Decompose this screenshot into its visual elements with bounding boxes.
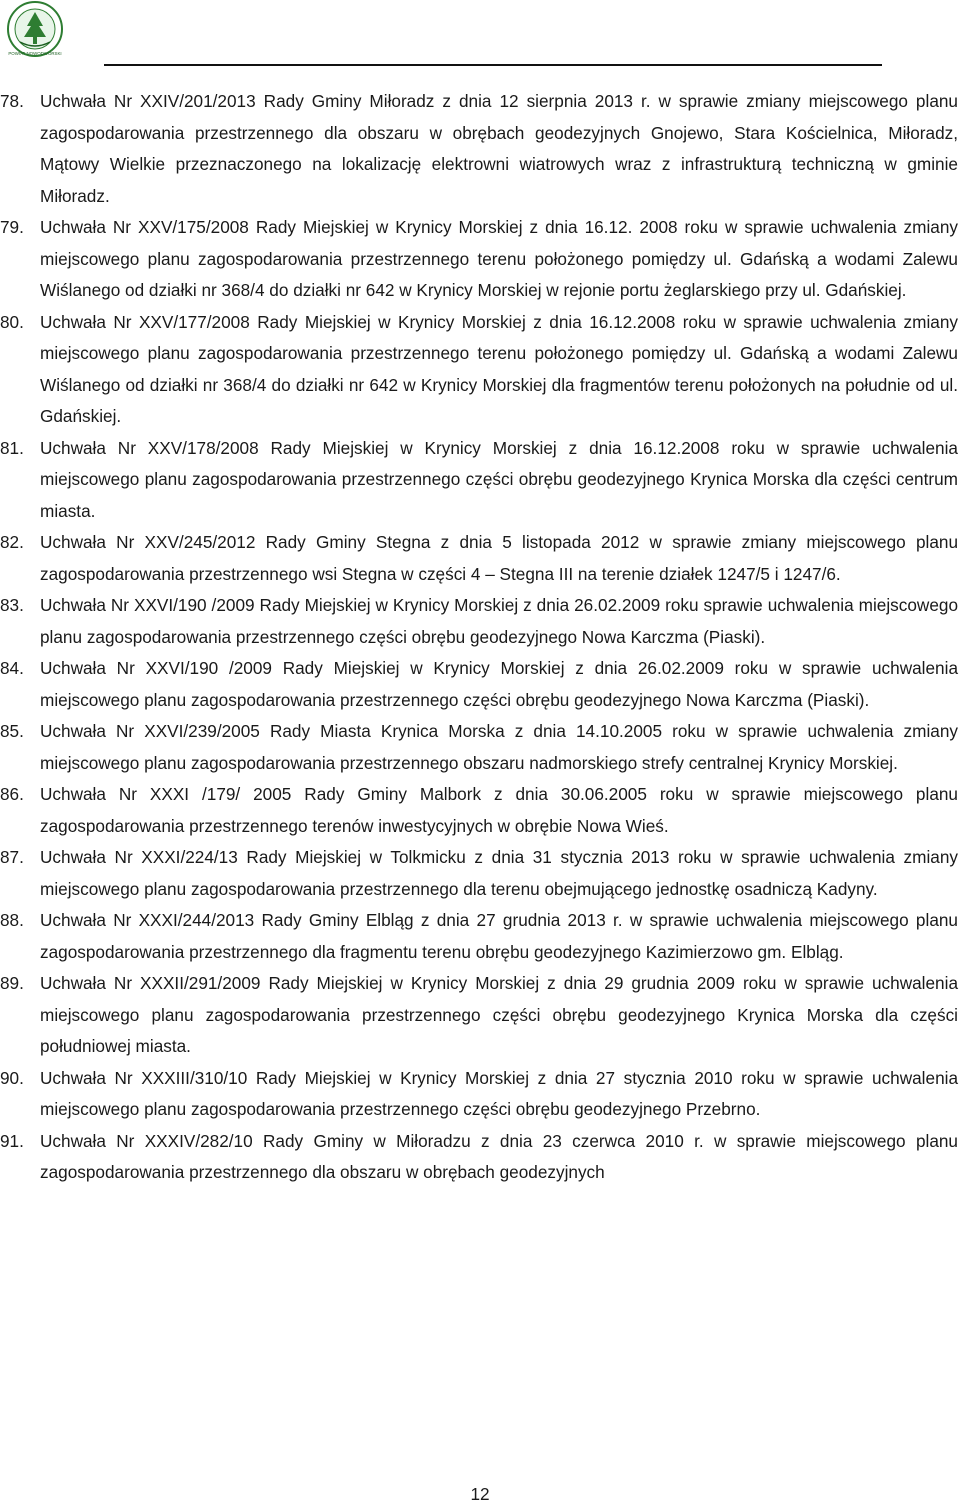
list-item [0, 590, 960, 653]
list-item [0, 212, 960, 307]
item-number: 90. [0, 1067, 24, 1088]
item-text: Uchwała Nr XXV/175/2008 Rady Miejskiej w Krynicy Morskiej z dnia 16.12. 2008 roku w sprawie uchwalenia zmiany miejscowego planu zagospodarowania przestrzennego terenu położonego pomiędzy ul. Gdańską a wodami Zalewu Wiślanego od działki nr 368/4 do działki nr 642 w Krynicy Morskiej w rejonie portu żeglarskiego przy ul. Gdańskiej. [40, 217, 958, 300]
item-text: Uchwała Nr XXVI/190 /2009 Rady Miejskiej w Krynicy Morskiej z dnia 26.02.2009 roku sprawie uchwalenia miejscowego planu zagospodarowania przestrzennego części obrębu geodezyjnego Nowa Karczma (Piaski). [40, 595, 958, 647]
item-number: 78. [0, 91, 24, 111]
item-number: 80. [0, 311, 24, 332]
item-number: 82. [0, 532, 24, 552]
item-text: Uchwała Nr XXV/177/2008 Rady Miejskiej w Krynicy Morskiej z dnia 16.12.2008 roku w sprawie uchwalenia zmiany miejscowego planu zagospodarowania przestrzennego terenu położonego pomiędzy ul. Gdańską a wodami Zalewu Wiślanego od działki nr 368/4 do działki nr 642 w Krynicy Morskiej dla fragmentów terenu położonych na południe od ul. Gdańskiej. [40, 311, 958, 426]
list-item [0, 1126, 960, 1189]
list-item [0, 527, 960, 590]
resolution-list [0, 86, 960, 1189]
item-text: Uchwała Nr XXXIII/310/10 Rady Miejskiej w Krynicy Morskiej z dnia 27 stycznia 2010 roku w sprawie uchwalenia miejscowego planu zagospodarowania przestrzennego części obrębu geodezyjnego Przebrno. [40, 1067, 958, 1119]
item-text: Uchwała Nr XXVI/239/2005 Rady Miasta Krynica Morska z dnia 14.10.2005 roku w sprawie uchwalenia zmiany miejscowego planu zagospodarowania przestrzennego obszaru nadmorskiego strefy centralnej Krynicy Morskiej. [40, 721, 958, 773]
item-number: 86. [0, 784, 24, 804]
list-item [0, 653, 960, 716]
item-text: Uchwała Nr XXVI/190 /2009 Rady Miejskiej w Krynicy Morskiej z dnia 26.02.2009 roku w sprawie uchwalenia miejscowego planu zagospodarowania przestrzennego części obrębu geodezyjnego Nowa Karczma (Piaski). [40, 658, 958, 710]
list-item [0, 1063, 960, 1126]
item-text: Uchwała Nr XXV/178/2008 Rady Miejskiej w Krynicy Morskiej z dnia 16.12.2008 roku w sprawie uchwalenia miejscowego planu zagospodarowania przestrzennego części obrębu geodezyjnego Krynica Morska dla części centrum miasta. [40, 437, 958, 521]
item-number: 89. [0, 973, 24, 993]
forest-emblem-logo [6, 0, 64, 58]
item-number: 85. [0, 721, 24, 741]
list-item [0, 779, 960, 842]
item-text: Uchwała Nr XXXI/244/2013 Rady Gminy Elbląg z dnia 27 grudnia 2013 r. w sprawie uchwalenia miejscowego planu zagospodarowania przestrzennego dla fragmentu terenu obrębu geodezyjnego Kazimierzowo gm. Elbląg. [40, 910, 958, 962]
list-item [0, 716, 960, 779]
item-text: Uchwała Nr XXV/245/2012 Rady Gminy Stegna z dnia 5 listopada 2012 w sprawie zmiany miejscowego planu zagospodarowania przestrzennego wsi Stegna w części 4 – Stegna III na terenie działek 1247/5 i 1247/6. [40, 532, 958, 584]
item-number: 84. [0, 658, 24, 678]
item-number: 81. [0, 437, 24, 458]
item-text: Uchwała Nr XXXIV/282/10 Rady Gminy w Miłoradzu z dnia 23 czerwca 2010 r. w sprawie miejscowego planu zagospodarowania przestrzennego dla obszaru w obrębach geodezyjnych [40, 1130, 958, 1182]
item-text: Uchwała Nr XXXI /179/ 2005 Rady Gminy Malbork z dnia 30.06.2005 roku w sprawie miejscowego planu zagospodarowania przestrzennego terenów inwestycyjnych w obrębie Nowa Wieś. [40, 784, 958, 836]
item-number: 87. [0, 847, 24, 867]
item-text: Uchwała Nr XXXII/291/2009 Rady Miejskiej w Krynicy Morskiej z dnia 29 grudnia 2009 roku w sprawie uchwalenia miejscowego planu zagospodarowania przestrzennego części obrębu geodezyjnego Krynica Morska dla części południowej miasta. [40, 973, 958, 1056]
list-item [0, 86, 960, 212]
list-item [0, 905, 960, 968]
logo-lettering: POWIAT NOWODWORSKI [8, 51, 62, 56]
list-item [0, 433, 960, 528]
list-item [0, 842, 960, 905]
item-number: 79. [0, 217, 24, 237]
item-text: Uchwała Nr XXXI/224/13 Rady Miejskiej w Tolkmicku z dnia 31 stycznia 2013 roku w sprawie uchwalenia zmiany miejscowego planu zagospodarowania przestrzennego dla terenu obejmującego jednostkę osadniczą Kadyny. [40, 847, 958, 899]
header-rule [104, 64, 882, 66]
list-item [0, 307, 960, 433]
page-number: 12 [470, 1484, 490, 1504]
item-number: 91. [0, 1130, 24, 1151]
item-number: 83. [0, 595, 24, 615]
item-number: 88. [0, 910, 24, 930]
item-text: Uchwała Nr XXIV/201/2013 Rady Gminy Miłoradz z dnia 12 sierpnia 2013 r. w sprawie zmiany miejscowego planu zagospodarowania przestrzennego dla obszaru w obrębach geodezyjnych Gnojewo, Stara Kościelnica, Miłoradz, Mątowy Wielkie przeznaczonego na lokalizację elektrowni wiatrowych wraz z infrastrukturą techniczną w gminie Miłoradz. [40, 91, 958, 206]
list-item [0, 968, 960, 1063]
